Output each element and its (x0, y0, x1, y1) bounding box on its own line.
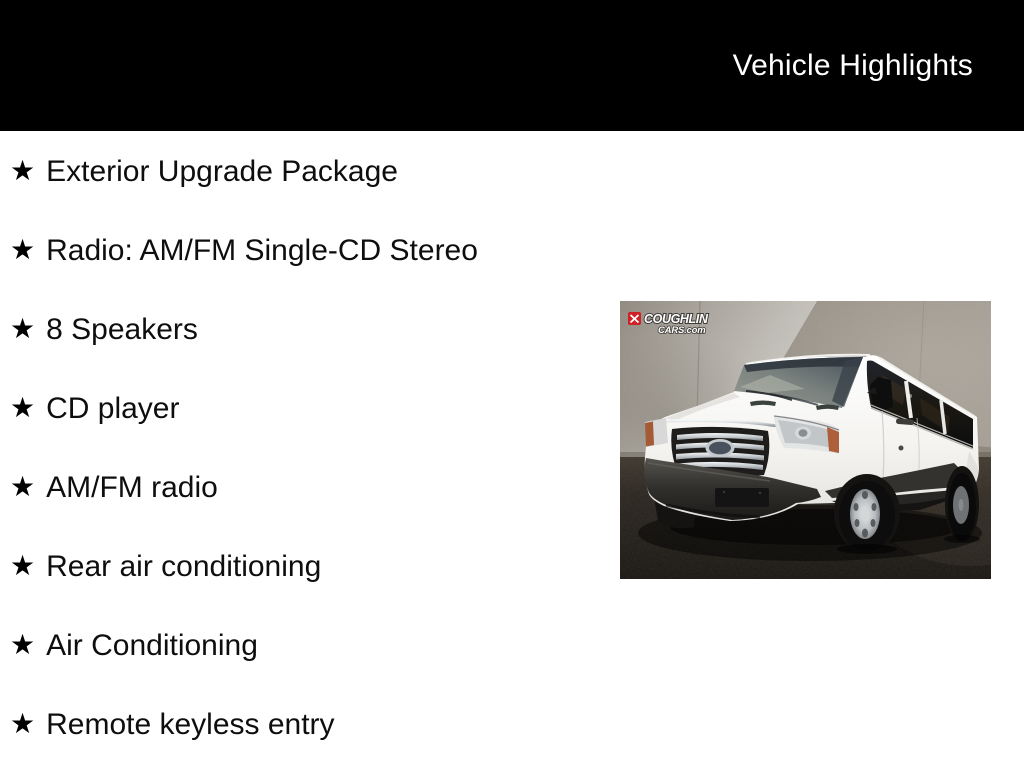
star-bullet-icon: ★ (10, 154, 36, 186)
van-illustration (620, 301, 991, 579)
star-bullet-icon: ★ (10, 628, 36, 660)
watermark-site-url: CARS.com (658, 325, 706, 336)
rear-wheel (945, 466, 979, 542)
headlight-left (645, 418, 668, 447)
highlight-item (10, 527, 620, 606)
highlight-item (10, 132, 620, 211)
highlight-item (10, 290, 620, 369)
highlight-item-label: Exterior Upgrade Package (46, 154, 398, 188)
highlight-item (10, 606, 620, 685)
vehicle-photo (620, 301, 991, 579)
star-bullet-icon: ★ (10, 391, 36, 423)
star-bullet-icon: ★ (10, 233, 36, 265)
star-bullet-icon: ★ (10, 312, 36, 344)
highlight-item-label: 8 Speakers (46, 312, 198, 346)
highlight-item (10, 448, 620, 527)
ford-badge (706, 439, 735, 457)
page-title: Vehicle Highlights (732, 48, 973, 82)
highlight-item-label: Rear air conditioning (46, 549, 322, 583)
highlights-list (0, 132, 620, 764)
header-bar (0, 0, 1024, 131)
front-wheel (834, 474, 900, 552)
star-bullet-icon: ★ (10, 707, 36, 739)
highlight-item-label: AM/FM radio (46, 470, 218, 504)
highlight-item-label: Remote keyless entry (46, 707, 335, 741)
highlight-item (10, 211, 620, 290)
highlight-item-label: Air Conditioning (46, 628, 258, 662)
star-bullet-icon: ★ (10, 470, 36, 502)
highlight-item (10, 369, 620, 448)
highlight-item-label: Radio: AM/FM Single-CD Stereo (46, 233, 478, 267)
highlight-item-label: CD player (46, 391, 180, 425)
watermark-dealer-name: COUGHLIN (644, 312, 708, 326)
star-bullet-icon: ★ (10, 549, 36, 581)
highlight-item (10, 685, 620, 764)
